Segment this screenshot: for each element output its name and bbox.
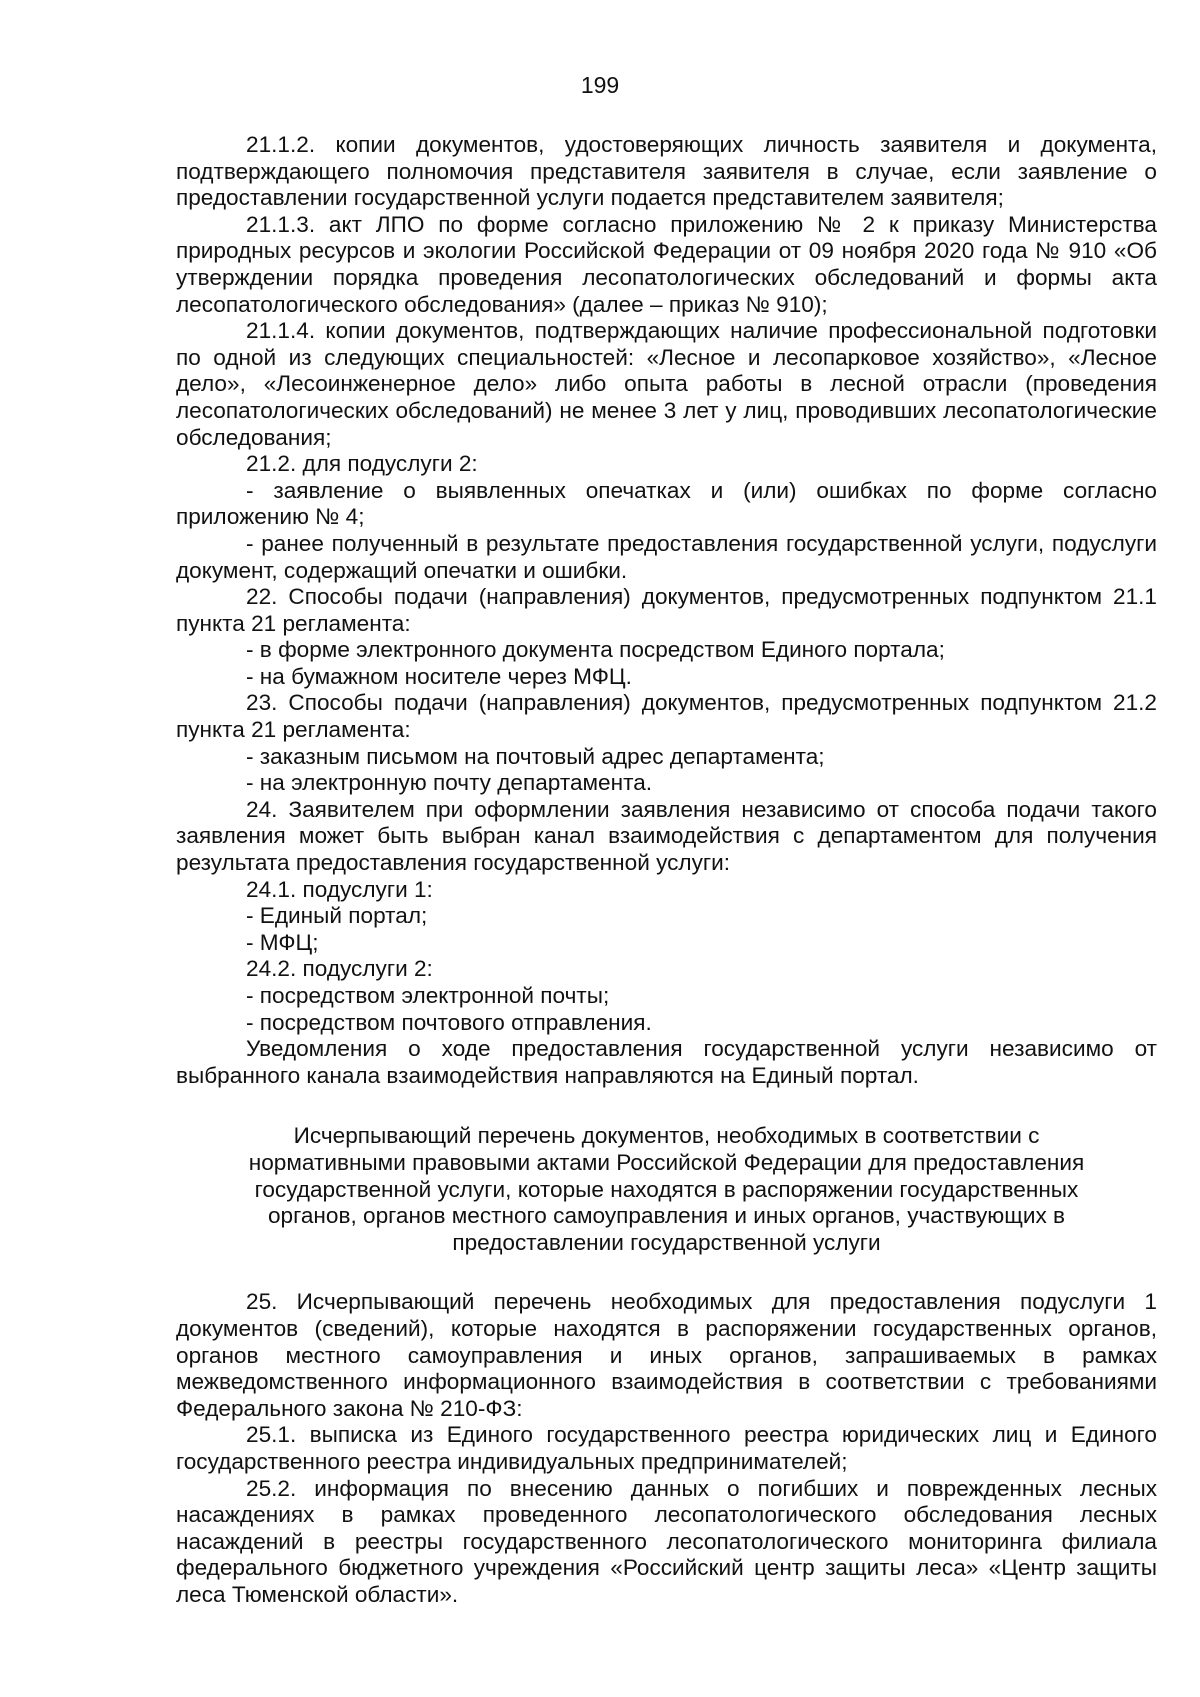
paragraph: - в форме электронного документа посредством Единого портала; [246, 637, 945, 663]
paragraph: 25.1. выписка из Единого государственного реестра юридических лиц и Единого государственного реестра индивидуальных предпринимателей; [176, 1422, 1157, 1474]
paragraph: - на электронную почту департамента. [246, 770, 653, 796]
heading-line: предоставлении государственной услуги [452, 1229, 881, 1255]
paragraph: 22. Способы подачи (направления) документов, предусмотренных подпунктом 21.1 пункта 21 регламента: [176, 584, 1157, 636]
paragraph: - заказным письмом на почтовый адрес департамента; [246, 743, 825, 769]
paragraph: - посредством почтового отправления. [246, 1009, 652, 1035]
paragraph: 21.1.3. акт ЛПО по форме согласно приложению № 2 к приказу Министерства природных ресурсов и экологии Российской Федерации от 09 ноября 2020 года № 910 «Об утверждении порядка проведения лесопатологических обследований и формы акта лесопатологического обследования» (далее – приказ № 910); [176, 211, 1157, 317]
paragraphs-after-heading [176, 1289, 1157, 1608]
paragraph: 21.1.2. копии документов, удостоверяющих личность заявителя и документа, подтверждающего полномочия представителя заявителя в случае, если заявление о предоставлении государственной услуги подается представителем заявителя; [176, 132, 1157, 211]
paragraph: 23. Способы подачи (направления) документов, предусмотренных подпунктом 21.2 пункта 21 регламента: [176, 690, 1157, 743]
heading-line: государственной услуги, которые находятся в распоряжении государственных [254, 1176, 1079, 1202]
heading-line: нормативными правовыми актами Российской Федерации для предоставления [248, 1149, 1085, 1175]
heading-line: Исчерпывающий перечень документов, необходимых в соответствии с [293, 1123, 1040, 1149]
paragraph: - на бумажном носителе через МФЦ. [246, 663, 632, 689]
paragraph: 25. Исчерпывающий перечень необходимых для предоставления подуслуги 1 документов (сведений), которые находятся в распоряжении государственных органов, органов местного самоуправления и иных органов, запрашиваемых в рамках межведомственного информационного взаимодействия в соответствии с требованиями Федерального закона № 210-ФЗ: [176, 1289, 1157, 1421]
paragraph: 24.1. подуслуги 1: [246, 876, 433, 902]
paragraph: - посредством электронной почты; [246, 983, 610, 1008]
paragraphs-before-heading [176, 132, 1157, 1089]
paragraph: 21.1.4. копии документов, подтверждающих наличие профессиональной подготовки по одной из следующих специальностей: «Лесное и лесопарковое хозяйство», «Лесное дело», «Лесоинженерное дело» либо опыта работы в лесной отрасли (проведения лесопатологических обследований) не менее 3 лет у лиц, проводивших лесопатологические обследования; [176, 318, 1157, 450]
paragraph: 24.2. подуслуги 2: [246, 956, 433, 982]
section-heading [176, 1123, 1157, 1256]
paragraph: Уведомления о ходе предоставления государственной услуги независимо от выбранного канала взаимодействия направляются на Единый портал. [176, 1036, 1157, 1088]
heading-line: органов, органов местного самоуправления и иных органов, участвующих в [267, 1203, 1066, 1229]
document-body [176, 132, 1157, 1608]
paragraph: - заявление о выявленных опечатках и (или) ошибках по форме согласно приложению № 4; [176, 477, 1157, 530]
paragraph: - МФЦ; [246, 929, 319, 955]
page-number: 199 [580, 72, 620, 98]
paragraph: - Единый портал; [246, 903, 428, 929]
paragraph: 21.2. для подуслуги 2: [246, 451, 478, 477]
paragraph: 25.2. информация по внесению данных о погибших и поврежденных лесных насаждениях в рамках проведенного лесопатологического обследования лесных насаждений в реестры государственного лесопатологического мониторинга филиала федерального бюджетного учреждения «Российский центр защиты леса» «Центр защиты леса Тюменской области». [176, 1475, 1157, 1607]
paragraph: - ранее полученный в результате предоставления государственной услуги, подуслуги документ, содержащий опечатки и ошибки. [176, 530, 1157, 583]
paragraph: 24. Заявителем при оформлении заявления независимо от способа подачи такого заявления может быть выбран канал взаимодействия с департаментом для получения результата предоставления государственной услуги: [176, 796, 1157, 876]
